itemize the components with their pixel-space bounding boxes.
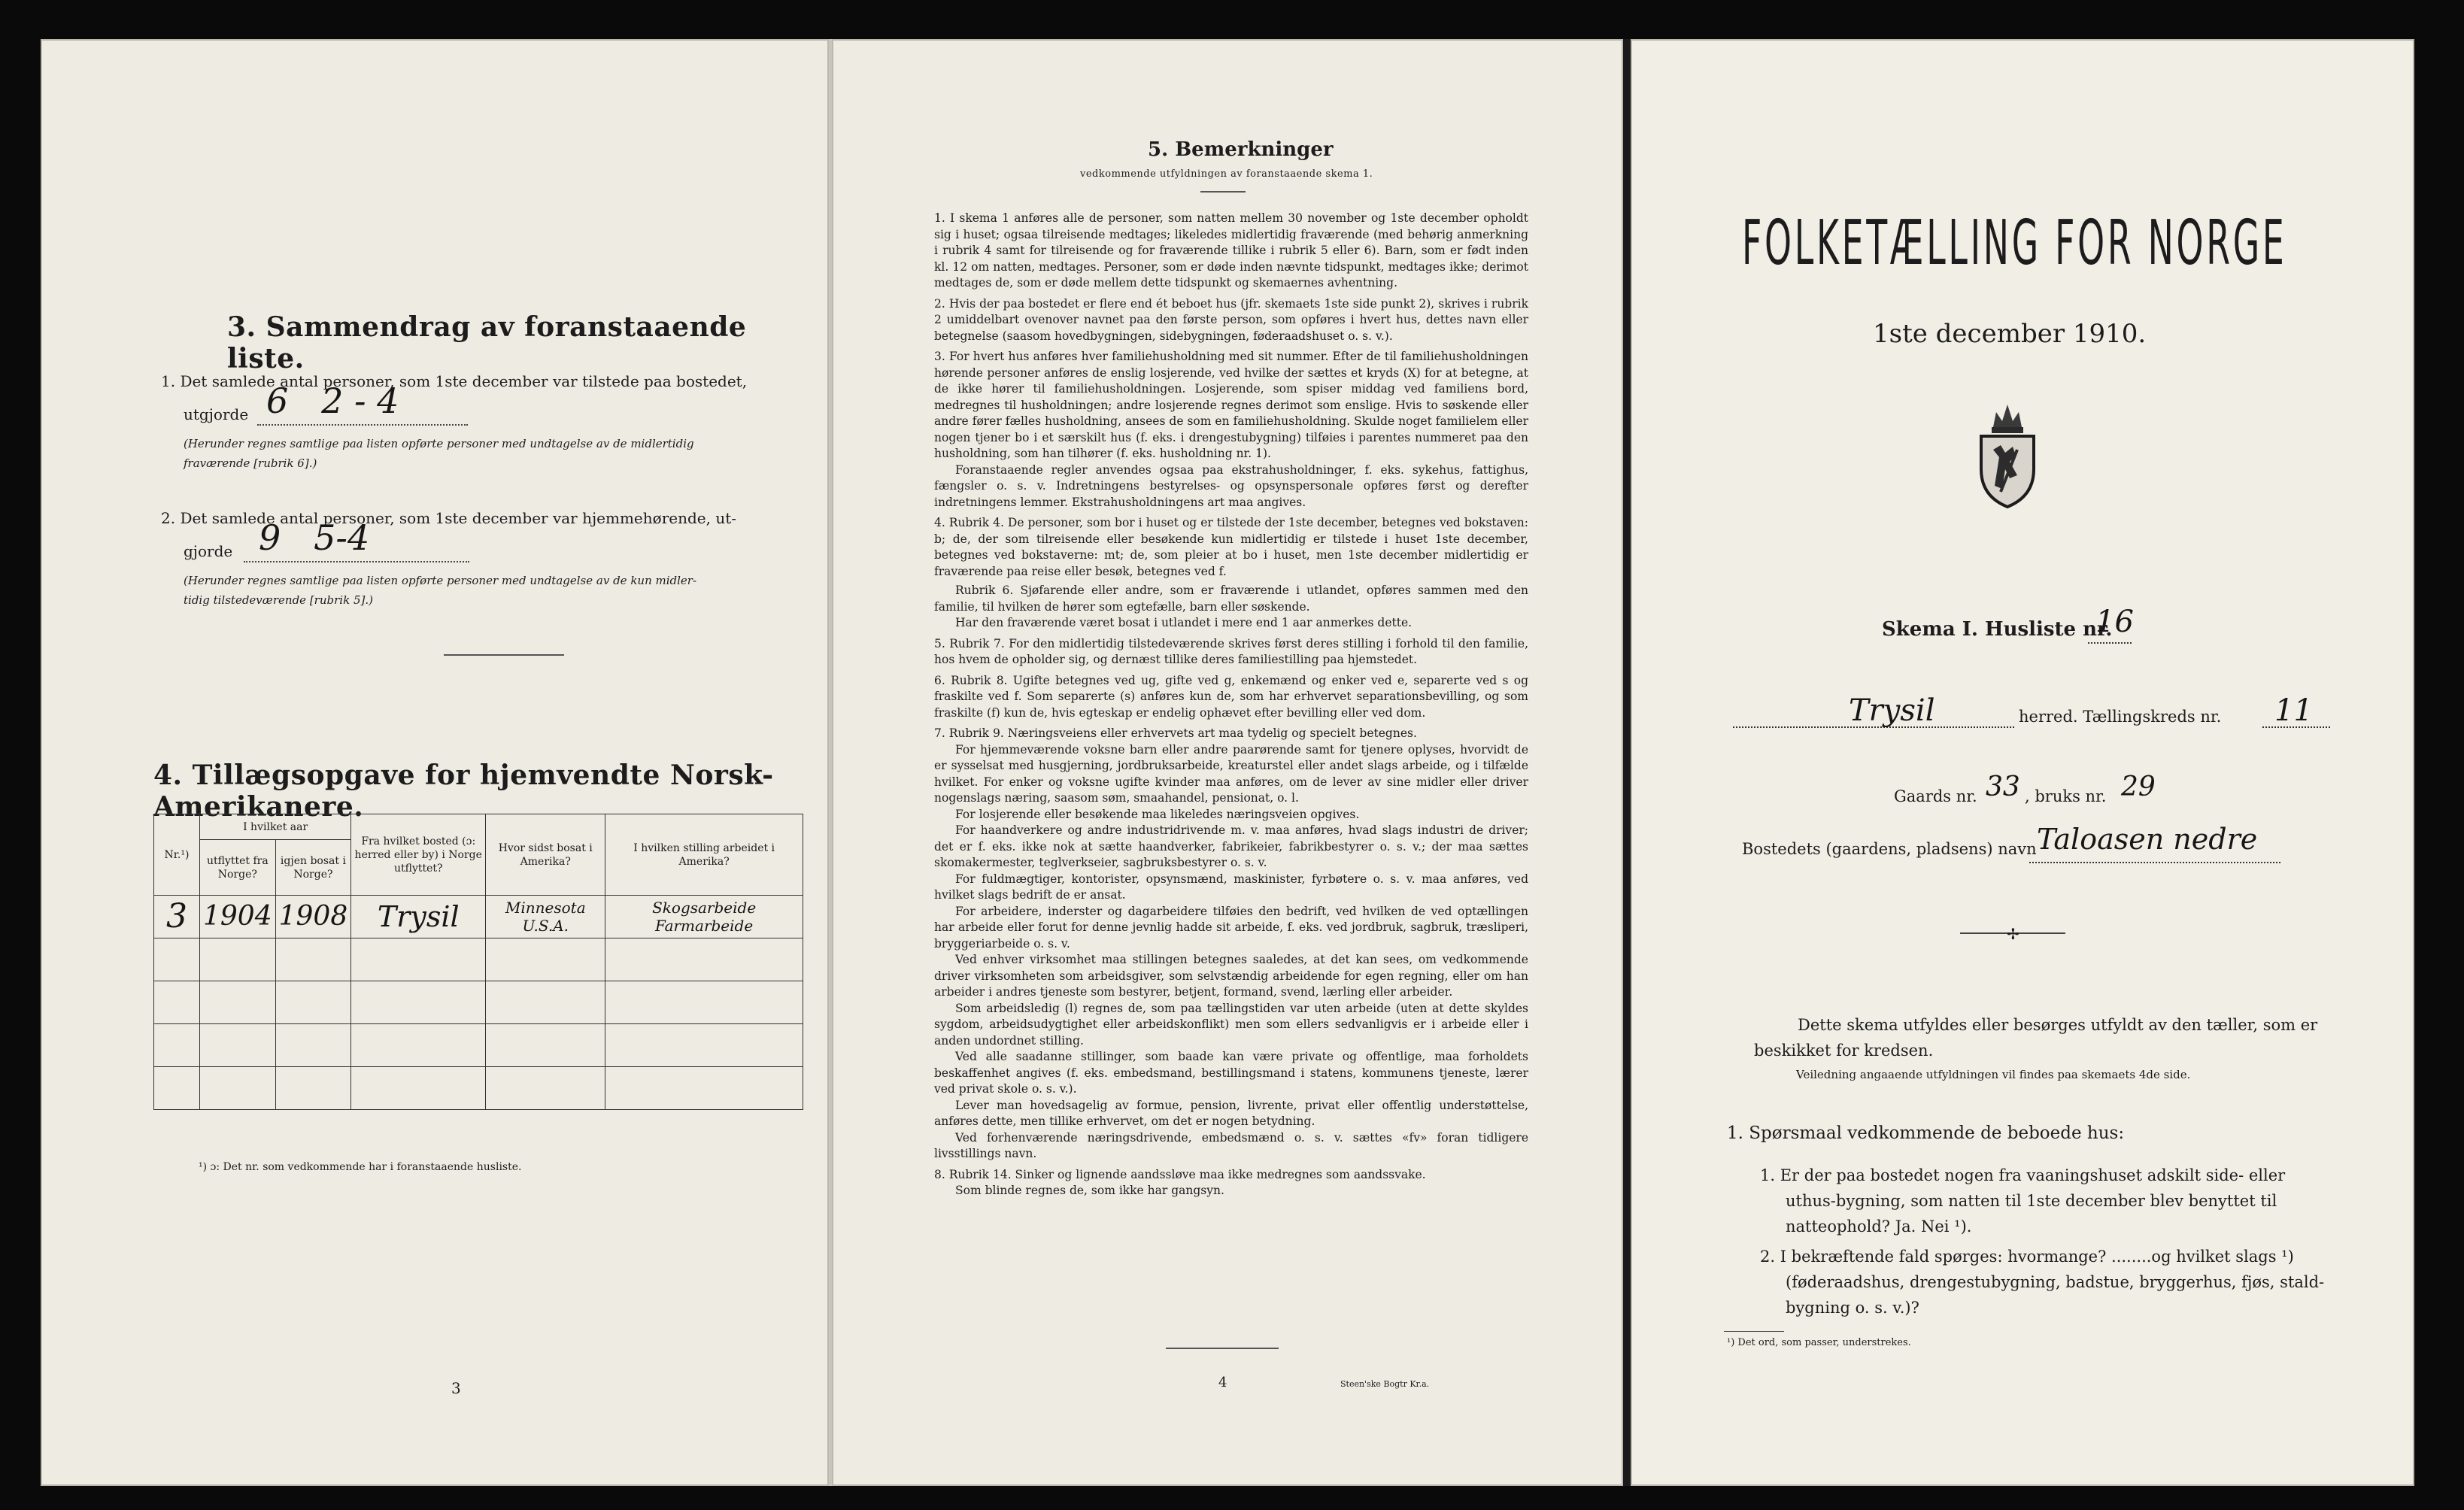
table-row <box>154 938 803 981</box>
th-hvor-bosat: Hvor sidst bosat i Amerika? <box>486 814 605 896</box>
remark-2: 2. Hvis der paa bostedet er flere end ét beboet hus (jfr. skemaets 1ste side punkt 2), skrives i rubrik 2 umiddelbart ovenover navnet paa den første person, som opføres i hvert hus, dettes navn eller betegnelse (saasom hovedbygningen, sidebygningen, føderaadshuset o. s. v.). <box>934 296 1528 343</box>
q1-2-line1: 2. I bekræftende fald spørges: hvormange? ........og hvilket slags ¹) <box>1760 1248 2294 1266</box>
remark-7d: For fuldmægtiger, kontorister, opsynsmænd, maskinister, fyrbøtere o. s. v. maa anføres, ved hvilket slags bedrift de er ansat. <box>934 872 1528 902</box>
footnote-rule <box>1724 1331 1784 1332</box>
th-fra-bosted: Fra hvilket bosted (ɔ: herred eller by) i Norge utflyttet? <box>351 814 486 896</box>
census-title: FOLKETÆLLING FOR NORGE <box>1742 208 2287 279</box>
remark-1: 1. I skema 1 anføres alle de personer, som natten mellem 30 november og 1ste december opholdt sig i huset; ogsaa tilreisende medtages; likeledes midlertidig fraværende (med behørig anmerkning i rubrik 4 samt for tilreisende og for fraværende tillike i rubrik 5 eller 6). Barn, som er født inden kl. 12 om natten, medtages. Personer, som er døde inden nævnte tidspunkt, medtages ikke; derimot medtages de, som er døde mellem dette tidspunkt og skemaernes avhentning. <box>934 211 1528 290</box>
title-rule <box>1200 191 1246 193</box>
item1-utgjorde: utgjorde <box>184 405 249 423</box>
remarks-subtitle: vedkommende utfyldningen av foranstaaende skema 1. <box>1080 168 1373 180</box>
item2-handwritten-value: 9 5-4 <box>259 517 370 558</box>
remark-7b: For losjerende eller besøkende maa likeledes næringsveien opgives. <box>955 807 1360 821</box>
table-row <box>154 981 803 1024</box>
remark-3: 3. For hvert hus anføres hver familiehusholdning med sit nummer. Efter de til familiehusholdningen hørende personer anføres de enslig losjerende, ved hvilke der sættes et kryds (X) for at betegne, at de ikke hører til familiehusholdningen. Losjerende, som spiser middag ved familiens bord, medregnes til husholdningen; andre losjerende regnes derimot som enslige. Hvis to søskende eller andre fører fælles husholdning, ansees de som en familiehusholdning. Skulde noget familielem eller nogen tjener bo i et særskilt hus (f. eks. i drengestubygning) tilføies i parentes nummeret paa den husholdning, som han tilhører (f. eks. husholdning nr. 1). <box>934 350 1528 460</box>
item2-note-2: tidig tilstedeværende [rubrik 5].) <box>184 593 373 607</box>
divider-rule <box>444 654 564 656</box>
remark-7e: For arbeidere, inderster og dagarbeidere tilføies den bedrift, ved hvilken de ved optællingen har arbeide eller forut for denne jevnlig hadde sit arbeide, f. eks. ved jordbruk, sagbruk, træsliperi, bryggeriarbeide o. s. v. <box>934 904 1528 951</box>
census-date: 1ste december 1910. <box>1873 319 2147 349</box>
veiledning: Veiledning angaaende utfyldningen vil findes paa skemaets 4de side. <box>1796 1068 2191 1081</box>
gaards-nr: 33 <box>1986 772 2020 802</box>
ornament-icon: ✢ <box>2007 925 2019 943</box>
th-stilling: I hvilken stilling arbeidet i Amerika? <box>605 814 803 896</box>
bottom-rule <box>1166 1348 1279 1349</box>
remark-8b: Som blinde regnes de, som ikke har gangsyn. <box>955 1184 1224 1197</box>
item2-dotline <box>244 561 469 562</box>
intro-line-2: beskikket for kredsen. <box>1754 1042 1934 1060</box>
table-footnote: ¹) ɔ: Det nr. som vedkommende har i foranstaaende husliste. <box>199 1161 522 1173</box>
kreds-nr: 11 <box>2274 693 2313 728</box>
remarks-body <box>934 211 1528 1199</box>
remark-4c: Har den fraværende været bosat i utlandet i mere end 1 aar anmerkes dette. <box>955 616 1413 629</box>
remark-5: 5. Rubrik 7. For den midlertidig tilstedeværende skrives først deres stilling i forhold til den familie, hos hvem de opholder sig, og dernæst tillike deres familiestilling paa hjemstedet. <box>934 636 1528 666</box>
bosted-value: Taloasen nedre <box>2037 823 2258 856</box>
section4-title: 4. Tillægsopgave for hjemvendte Norsk-Amerikanere. <box>153 760 774 823</box>
table-row <box>154 896 803 938</box>
remark-3b: Foranstaaende regler anvendes ogsaa paa ekstrahusholdninger, f. eks. sykehus, fattighus, fængsler o. s. v. Indretningens bestyrelses- og opsynspersonale opføres først og derefter indretningens lemmer. Ekstrahusholdningens art maa angives. <box>934 462 1528 509</box>
q1-1-line1: 1. Er der paa bostedet nogen fra vaaningshuset adskilt side- eller <box>1760 1166 2286 1184</box>
husliste-dotline <box>2088 642 2132 644</box>
cell-fra: Trysil <box>351 896 486 938</box>
remark-7j: Ved forhenværende næringsdrivende, embedsmænd o. s. v. sættes «fv» foran tidligere livsstillings navn. <box>934 1130 1528 1160</box>
coat-of-arms-icon <box>1971 397 2044 510</box>
remark-7c: For haandverkere og andre industridrivende m. v. maa anføres, hvad slags industri de driver; det er f. eks. ikke nok at sætte haandverker, fabrikeier, fabrikbestyrer o. s. v.; der maa sættes skomakermester, teglverkseier, sagbruksbestyrer o. s. v. <box>934 823 1528 869</box>
kreds-dotline <box>2262 726 2330 728</box>
remark-7h: Ved alle saadanne stillinger, som baade kan være private og offentlige, maa forholdets beskaffenhet angives (f. eks. embedsmand, bestillingsmand i statens, kommunens tjeneste, lærer ved privat skole o. s. v.). <box>934 1050 1528 1096</box>
gaards-label: Gaards nr. <box>1894 787 1977 805</box>
page-right <box>1631 39 2414 1486</box>
item2-note-1: (Herunder regnes samtlige paa listen opførte personer med undtagelse av de kun midler- <box>184 574 697 587</box>
item1-note-1: (Herunder regnes samtlige paa listen opførte personer med undtagelse av de midlertidig <box>184 437 694 450</box>
skema-label: Skema I. Husliste nr. <box>1882 618 2113 641</box>
page-number-3: 3 <box>451 1379 461 1397</box>
remark-7a: For hjemmeværende voksne barn eller andre paarørende samt for tjenere oplyses, hvorvidt de er sysselsat med husgjerning, jordbruksarbeide, kreaturstel eller andet slags arbeide, og i tilfælde hvilket. For enker og voksne ugifte kvinder maa anføres, om de lever av sine midler eller driver nogenslags næring, saasom søm, smaahandel, pensionat, o. l. <box>934 742 1528 805</box>
remark-8: 8. Rubrik 14. Sinker og lignende aandssløve maa ikke medregnes som aandssvake. <box>934 1167 1426 1181</box>
remark-7g: Som arbeidsledig (l) regnes de, som paa tællingstiden var uten arbeide (uten at dette skyldes sygdom, arbeidsudygtighet eller arbeidskonflikt) men som ellers sedvanligvis er i arbeide eller i anden undordnet stilling. <box>934 1001 1528 1048</box>
th-utflyttet: utflyttet fra Norge? <box>200 840 276 896</box>
bruks-label: , bruks nr. <box>2025 787 2107 805</box>
th-nr: Nr.¹) <box>154 814 200 896</box>
remark-7: 7. Rubrik 9. Næringsveiens eller erhvervets art maa tydelig og specielt betegnes. <box>934 726 1417 740</box>
cell-stilling: Skogsarbeide Farmarbeide <box>605 896 803 938</box>
spine <box>1623 39 1631 1486</box>
remark-4: 4. Rubrik 4. De personer, som bor i huset og er tilstede der 1ste december, betegnes ved bokstaven: b; de, der som tilreisende eller besøkende kun midlertidig er tilstede i huset 1ste december, betegnes ved bokstaverne: mt; de, som pleier at bo i huset, men 1ste december midlertidig er fraværende paa reise eller besøk, betegnes ved f. <box>934 516 1528 578</box>
bosted-dotline <box>2029 862 2280 863</box>
th-igjen: igjen bosat i Norge? <box>275 840 351 896</box>
q1-2-line2: (føderaadshus, drengestubygning, badstue, bryggerhus, fjøs, stald- <box>1786 1273 2325 1291</box>
cell-nr: 3 <box>154 896 200 938</box>
page-middle <box>832 39 1623 1486</box>
item1-note-2: fraværende [rubrik 6].) <box>184 456 317 470</box>
item1-text: 1. Det samlede antal personer, som 1ste december var tilstede paa bostedet, <box>161 372 748 390</box>
remark-6: 6. Rubrik 8. Ugifte betegnes ved ug, gifte ved g, enkemænd og enker ved e, separerte ved s og fraskilte ved f. Som separerte (s) anføres kun de, som har erhvervet separationsbevilling, og som fraskilte (f) kun de, hvis egteskap er endelig ophævet efter bevilling eller ved dom. <box>934 673 1528 720</box>
item2-text: 2. Det samlede antal personer, som 1ste december var hjemmehørende, ut- <box>161 509 736 527</box>
remark-7i: Lever man hovedsagelig av formue, pension, livrente, privat eller offentlig understøttelse, anføres dette, men tillike erhvervet, om det er nogen betydning. <box>934 1098 1528 1128</box>
bruks-nr: 29 <box>2121 772 2156 802</box>
q1-1-line2: uthus-bygning, som natten til 1ste december blev benyttet til <box>1786 1192 2277 1210</box>
cell-utflyttet: 1904 <box>200 896 276 938</box>
item1-dotline <box>257 424 468 426</box>
remark-4b: Rubrik 6. Sjøfarende eller andre, som er fraværende i utlandet, opføres sammen med den familie, til hvilken de hører som egtefælle, barn eller søskende. <box>934 584 1528 614</box>
remarks-title: 5. Bemerkninger <box>1148 138 1334 161</box>
bosted-label: Bostedets (gaardens, pladsens) navn <box>1742 840 2037 858</box>
q1-1-line3: natteophold? Ja. Nei ¹). <box>1786 1217 1972 1236</box>
page-left <box>41 39 829 1486</box>
th-hvilket-aar: I hvilket aar <box>200 814 351 840</box>
cell-hvor: Minnesota U.S.A. <box>486 896 605 938</box>
herred-value: Trysil <box>1849 693 1935 728</box>
footnote: ¹) Det ord, som passer, understrekes. <box>1727 1337 1911 1348</box>
printer-mark: Steen'ske Bogtr Kr.a. <box>1340 1379 1430 1389</box>
table-row <box>154 1067 803 1110</box>
q1-title: 1. Spørsmaal vedkommende de beboede hus: <box>1727 1123 2125 1143</box>
remark-7f: Ved enhver virksomhet maa stillingen betegnes saaledes, at det kan sees, om vedkommende driver virksomheten som arbeidsgiver, som selvstændig arbeidende for egen regning, eller om han arbeider i andres tjeneste som bestyrer, betjent, formand, svend, lærling eller arbeider. <box>934 953 1528 999</box>
intro-line-1: Dette skema utfyldes eller besørges utfyldt av den tæller, som er <box>1798 1016 2318 1034</box>
table-row <box>154 1024 803 1067</box>
section3-title: 3. Sammendrag av foranstaaende liste. <box>227 311 747 374</box>
herred-label: herred. Tællingskreds nr. <box>2019 708 2222 726</box>
q1-2-line3: bygning o. s. v.)? <box>1786 1299 1919 1317</box>
item2-gjorde: gjorde <box>184 542 233 560</box>
norsk-amerikanere-table <box>153 814 803 1110</box>
husliste-nr: 16 <box>2095 605 2134 639</box>
cell-igjen: 1908 <box>275 896 351 938</box>
page-number-4: 4 <box>1218 1375 1227 1390</box>
item1-handwritten-value: 6 2 - 4 <box>266 381 399 421</box>
